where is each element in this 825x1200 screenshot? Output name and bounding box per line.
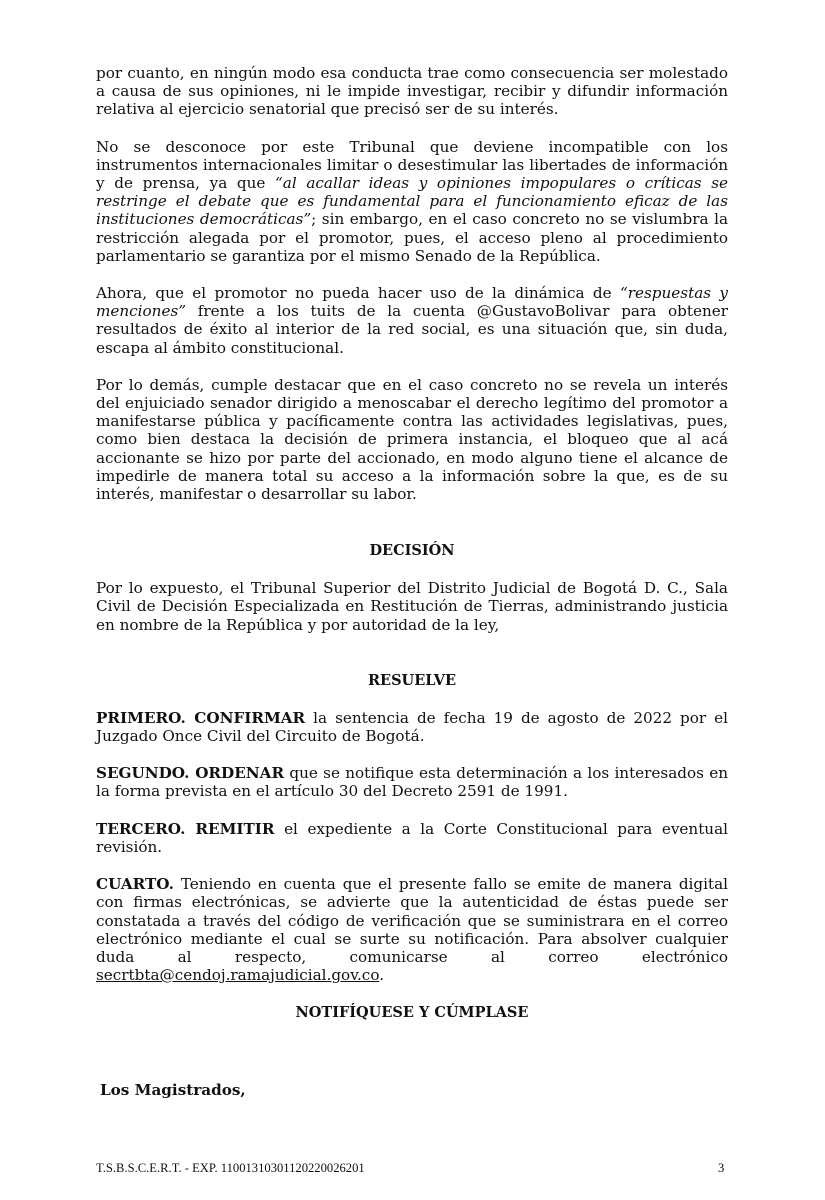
resuelve-item-lead: SEGUNDO. ORDENAR [96,764,285,783]
paragraph-3-text-b: frente a los tuits de la cuenta @GustavoBolivar para obtener resultados de éxito al interior de la red social, es una situación que, sin duda, escapa al ámbito constitucional. [96,302,728,357]
paragraph-2-text-a: No se desconoce por este Tribunal que deviene incompatible con los instrumentos internacionales limitar o desestimular las libertades de información y de prensa, ya que [96,137,728,193]
resuelve-item-lead: CUARTO. [96,875,174,894]
paragraph-3 [96,284,728,357]
footer-reference: T.S.B.S.C.E.R.T. - EXP. 11001310301120220026201 [96,1161,365,1175]
decision-heading: DECISIÓN [369,542,455,560]
paragraph-1: por cuanto, en ningún modo esa conducta trae como consecuencia ser molestado a causa de sus opiniones, ni le impide investigar, recibir y difundir información relativa al ejercicio senatorial que precisó ser de su interés. [96,64,728,119]
resuelve-item-text: que se notifique esta determinación a los interesados en la forma prevista en el artículo 30 del Decreto 2591 de 1991. [96,764,728,801]
paragraph-3-quote: “respuestas y menciones” [96,284,728,321]
decision-text: Por lo expuesto, el Tribunal Superior del Distrito Judicial de Bogotá D. C., Sala Civil de Decisión Especializada en Restitución de Tierras, administrando justicia en nombre de la República y por autoridad de la ley, [96,579,728,634]
paragraph-2-quote: “al acallar ideas y opiniones impopulares o críticas se restringe el debate que es fundamental para el funcionamiento eficaz de las instituciones democráticas” [96,174,728,229]
document-body [96,64,728,1022]
closing-heading: NOTIFÍQUESE Y CÚMPLASE [295,1004,529,1022]
contact-email-link[interactable]: secrtbta@cendoj.ramajudicial.gov.co [96,966,380,985]
resuelve-item-lead: TERCERO. REMITIR [96,819,275,838]
signoff: Los Magistrados, [100,1081,246,1099]
resuelve-item-text: Teniendo en cuenta que el presente fallo se emite de manera digital con firmas electrónicas, se advierte que la autenticidad de éstas puede ser constatada a través del código de verificación que se suministrara en el correo electrónico mediante el cual se surte su notificación. Para absolver cualquier duda al respecto, comunicarse al correo electrónico [96,875,728,966]
paragraph-2 [96,138,728,265]
resuelve-heading: RESUELVE [367,671,457,689]
resuelve-item-lead: PRIMERO. CONFIRMAR [96,708,306,727]
resuelve-item-text: la sentencia de fecha 19 de agosto de 2022 por el Juzgado Once Civil del Circuito de Bogotá. [96,708,728,746]
resuelve-item-primero [96,709,728,745]
resuelve-item-segundo [96,764,728,800]
page-number: 3 [718,1161,725,1175]
resuelve-item-tail: . [379,966,385,985]
resuelve-item-text: el expediente a la Corte Constitucional para eventual revisión. [96,819,728,856]
paragraph-4: Por lo demás, cumple destacar que en el caso concreto no se revela un interés del enjuiciado senador dirigido a menoscabar el derecho legítimo del promotor a manifestarse pública y pacíficamente contra las actividades legislativas, pues, como bien destaca la decisión de primera instancia, el bloqueo que al acá accionante se hizo por parte del accionado, en modo alguno tiene el alcance de impedirle de manera total su acceso a la información sobre la que, es de su interés, manifestar o desarrollar su labor. [96,375,728,504]
resuelve-item-cuarto [96,875,728,984]
resuelve-item-tercero [96,820,728,856]
paragraph-2-text-b: ; sin embargo, en el caso concreto no se vislumbra la restricción alegada por el promotor, pues, el acceso pleno al procedimiento parlamentario se garantiza por el mismo Senado de la República. [96,210,728,265]
paragraph-3-text-a: Ahora, que el promotor no pueda hacer uso de la dinámica de [96,284,620,303]
